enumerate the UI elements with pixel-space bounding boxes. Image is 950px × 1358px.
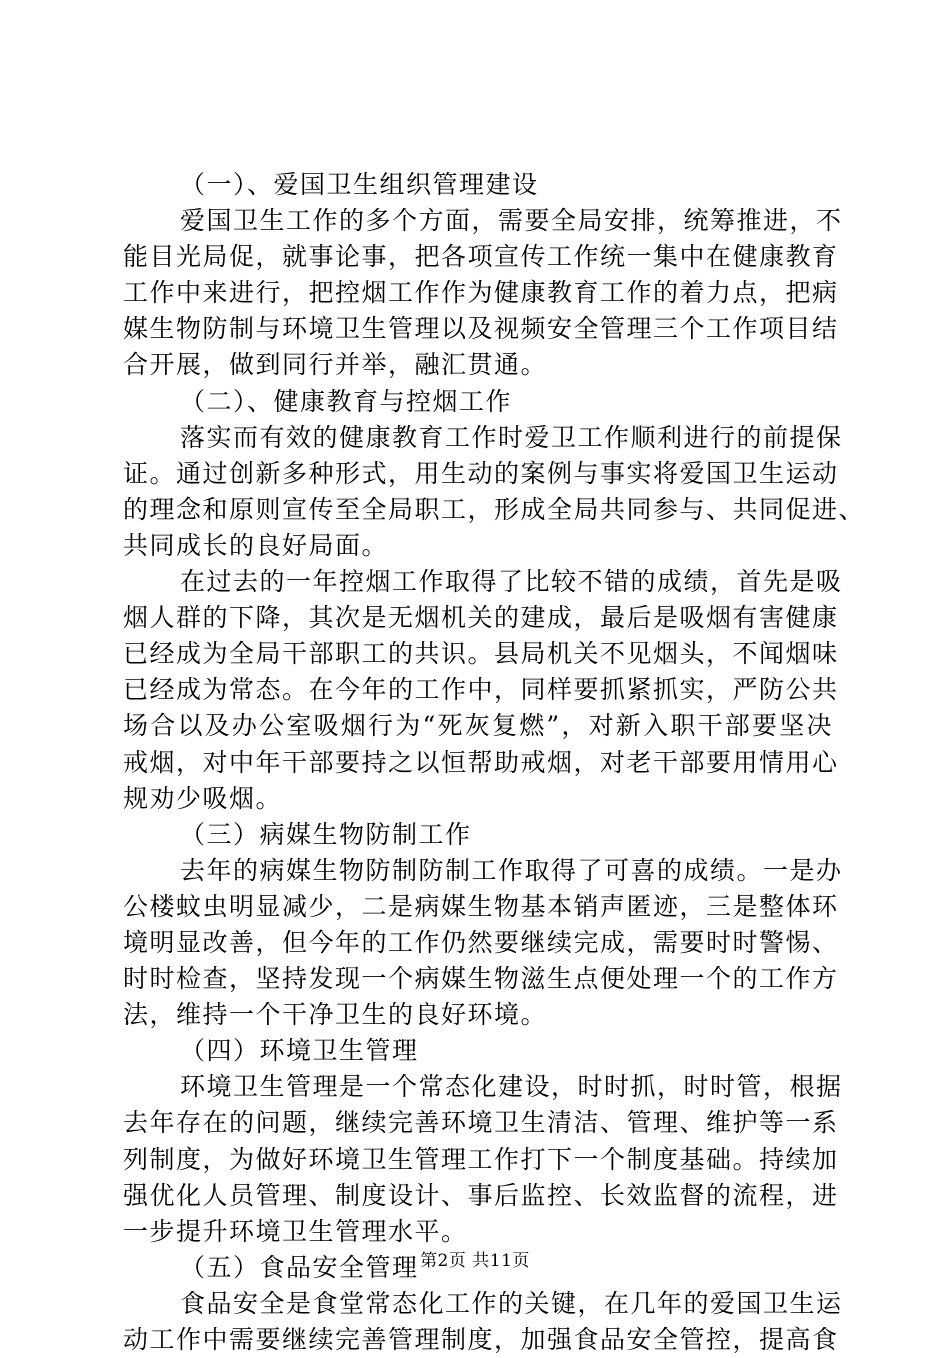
- paragraph-line: 证。通过创新多种形式，用生动的案例与事实将爱国卫生运动: [123, 458, 839, 488]
- document-body: [123, 167, 866, 1358]
- paragraph-line: 时时检查，坚持发现一个病媒生物滋生点便处理一个的工作方: [123, 964, 839, 994]
- paragraph-line: 已经成为全局干部职工的共识。县局机关不见烟头，不闻烟味: [123, 639, 839, 669]
- paragraph-line: 境明显改善，但今年的工作仍然要继续完成，需要时时警惕、: [123, 927, 839, 957]
- paragraph-line: 场合以及办公室吸烟行为“死灰复燃”，对新入职干部要坚决: [123, 711, 833, 741]
- paragraph-line: 动工作中需要继续完善管理制度，加强食品安全管控，提高食: [123, 1325, 839, 1354]
- paragraph-line: 强优化人员管理、制度设计、事后监控、长效监督的流程，进: [123, 1180, 839, 1210]
- section-heading: （五）食品安全管理: [180, 1252, 419, 1282]
- paragraph-line: 媒生物防制与环境卫生管理以及视频安全管理三个工作项目结: [123, 314, 839, 344]
- paragraph-line: 公楼蚊虫明显减少，二是病媒生物基本销声匿迹，三是整体环: [123, 891, 839, 921]
- paragraph-line: 去年存在的问题，继续完善环境卫生清洁、管理、维护等一系: [123, 1108, 839, 1138]
- page-footer: 第2页 共11页: [420, 1251, 530, 1271]
- section-heading: （二）、健康教育与控烟工作: [180, 386, 513, 416]
- paragraph-first-line: 爱国卫生工作的多个方面，需要全局安排，统筹推进，不: [180, 206, 843, 236]
- paragraph-last-line: 法，维持一个干净卫生的良好环境。: [123, 1000, 548, 1030]
- paragraph-last-line: 一步提升环境卫生管理水平。: [123, 1216, 468, 1246]
- paragraph-line: 戒烟，对中年干部要持之以恒帮助戒烟，对老干部要用情用心: [123, 747, 839, 777]
- paragraph-line: 能目光局促，就事论事，把各项宣传工作统一集中在健康教育: [123, 242, 839, 272]
- paragraph-first-line: 落实而有效的健康教育工作时爱卫工作顺利进行的前提保: [180, 422, 843, 452]
- section-heading: （一）、爱国卫生组织管理建设: [180, 170, 539, 199]
- paragraph-line: 烟人群的下降，其次是无烟机关的建成，最后是吸烟有害健康: [123, 603, 839, 633]
- paragraph-line: 工作中来进行，把控烟工作作为健康教育工作的着力点，把病: [123, 278, 839, 308]
- paragraph-line: 列制度，为做好环境卫生管理工作打下一个制度基础。持续加: [123, 1144, 839, 1174]
- paragraph-line: 的理念和原则宣传至全局职工，形成全局共同参与、共同促进、: [123, 494, 866, 524]
- paragraph-last-line: 共同成长的良好局面。: [123, 530, 389, 560]
- paragraph-line: 已经成为常态。在今年的工作中，同样要抓紧抓实，严防公共: [123, 675, 839, 705]
- paragraph-last-line: 合开展，做到同行并举，融汇贯通。: [123, 350, 548, 380]
- paragraph-last-line: 规劝少吸烟。: [123, 783, 283, 813]
- section-heading: （三）病媒生物防制工作: [180, 819, 472, 849]
- section-heading: （四）环境卫生管理: [180, 1036, 419, 1066]
- paragraph-first-line: 在过去的一年控烟工作取得了比较不错的成绩，首先是吸: [180, 567, 843, 597]
- paragraph-first-line: 环境卫生管理是一个常态化建设，时时抓，时时管，根据: [180, 1072, 843, 1102]
- paragraph-first-line: 去年的病媒生物防制防制工作取得了可喜的成绩。一是办: [180, 855, 843, 885]
- paragraph-first-line: 食品安全是食堂常态化工作的关键，在几年的爱国卫生运: [180, 1288, 843, 1318]
